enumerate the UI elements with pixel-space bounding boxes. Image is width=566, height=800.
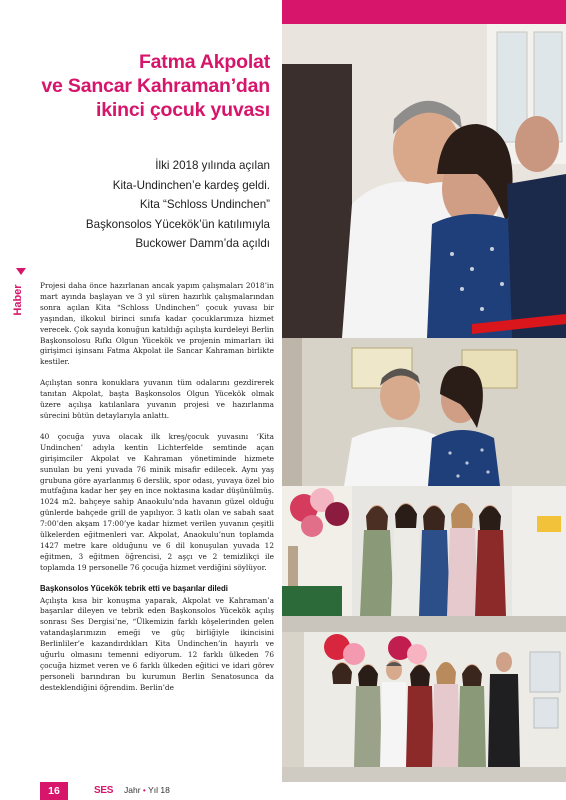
section-arrow-icon bbox=[16, 268, 26, 275]
issue-suffix: Yıl 18 bbox=[148, 785, 170, 795]
page-number: 16 bbox=[40, 782, 68, 800]
issue-prefix: Jahr bbox=[124, 785, 141, 795]
subhead-line-5: Buckower Damm’da açıldı bbox=[135, 237, 270, 250]
subhead-line-4: Başkonsolos Yücekök’ün katılımıyla bbox=[85, 217, 270, 231]
paragraph-4: Açılışta kısa bir konuşma yaparak, Akpolat ve Kahraman’a başarılar dileyen ve tebrik eden Başkonsolos Yücekök açılış sonrası Ses Dergisi’ne, “Ülkemizin farklı köşelerinden gelen vatandaşlarımızın emeği ve güç birliğiyle ikincisini Berlinliler’e kazandırdıkları Kita Undinchen’in hayırlı ve uğurlu olmasını temenni ediyorum. 12 farklı ülkeden 76 çocuğa hizmet veren ve 6 farklı ülkeden eğitici ve idari görev personeli barındıran bu kurumun Berlin Senatosunca da desteklendiğini öğrendim. Berlin’de bbox=[40, 595, 274, 692]
headline bbox=[40, 50, 270, 122]
subhead-line-1: İlki 2018 yılında açılan bbox=[155, 159, 270, 172]
page-footer bbox=[0, 782, 566, 800]
section-label-text: Haber bbox=[12, 284, 24, 316]
article-body bbox=[40, 281, 274, 704]
photo-portrait-pair bbox=[282, 338, 566, 486]
issue-separator: • bbox=[142, 785, 146, 795]
paragraph-2: Açılıştan sonra konuklara yuvanın tüm odalarını gezdirerek tanıtan Akpolat, başta Başkonsolos Olgun Yücekök olmak üzere açılışa katılanlara yuvanın projesi ve hazırlanma sürecini bütün detaylarıyla anlattı. bbox=[40, 378, 274, 420]
photo-group-guests bbox=[282, 632, 566, 782]
headline-line-1: Fatma Akpolat bbox=[138, 51, 270, 73]
section-label bbox=[8, 268, 28, 318]
photo-ribbon-cutting bbox=[282, 24, 566, 338]
magazine-logo: SES bbox=[94, 785, 114, 796]
subheadline bbox=[40, 156, 270, 254]
top-accent-bar bbox=[282, 0, 566, 24]
subsection-title: Başkonsolos Yücekök tebrik etti ve başarılar diledi bbox=[40, 583, 228, 593]
paragraph-1: Projesi daha önce hazırlanan ancak yapım çalışmaları 2018’in mart ayında başlayan ve 3 yıl süren hazırlık çalışmalarından sonra açılan Kita “Schloss Undinchen” çocuk yuvası bir yaşından, ilkokul birinci sınıfa kadar çocuklarımıza hizmet verecek. Çok sayıda konuğun katıldığı açılışta kurdeleyi Berlin Başkonsolosu Rıfkı Olgun Yücekök ve projenin mimarları iki girişimci işinsanı Fatma Akpolat ile Sancar Kahraman birlikte kestiler. bbox=[40, 281, 274, 367]
headline-line-2: ve Sancar Kahraman’dan bbox=[41, 75, 270, 97]
subhead-line-3: Kita “Schloss Undinchen” bbox=[139, 198, 270, 211]
subhead-line-2: Kita-Undinchen’e kardeş geldi. bbox=[112, 178, 270, 192]
headline-line-3: ikinci çocuk yuvası bbox=[96, 99, 270, 121]
issue-info bbox=[124, 785, 170, 795]
photo-group-women bbox=[282, 486, 566, 632]
paragraph-3: 40 çocuğa yuva olacak ilk kreş/çocuk yuvasını ‘Kita Undinchen’ adıyla kentin Lichterfelde semtinde açan girişimciler Akpolat ve Kahraman yönetiminde hizmete sunulan bu yeni yuvada 76 minik misafir edilecek. Aynı yaş grubuna göre ayarlanmış 6 derslik, spor odası, yuvaya özel bio mutfağına kadar her şey en ince noktasına kadar düşünülmüş. 1024 m2. bahçeye sahip Anaokulu’nda havanın güzel olduğu günlerde bahçede grill de yapılıyor. 3 katlı olan ve sabah saat 7:00’den akşam 17:00’ye kadar hizmet verilen yuvanın çeşitli ülkelerden eğitmenleri var. Akpolat, Anaokulu’nun toplamda 1427 metre kare olduğunu ve 6 dil konuşulan yuvada 12 eğitmen, 3 eğitmen öğrencisi, 2 aşçı ve 2 temizlikçi ile toplamda 19 personelle 76 çocuğa hizmet verdiğini söylüyor. bbox=[40, 431, 274, 572]
